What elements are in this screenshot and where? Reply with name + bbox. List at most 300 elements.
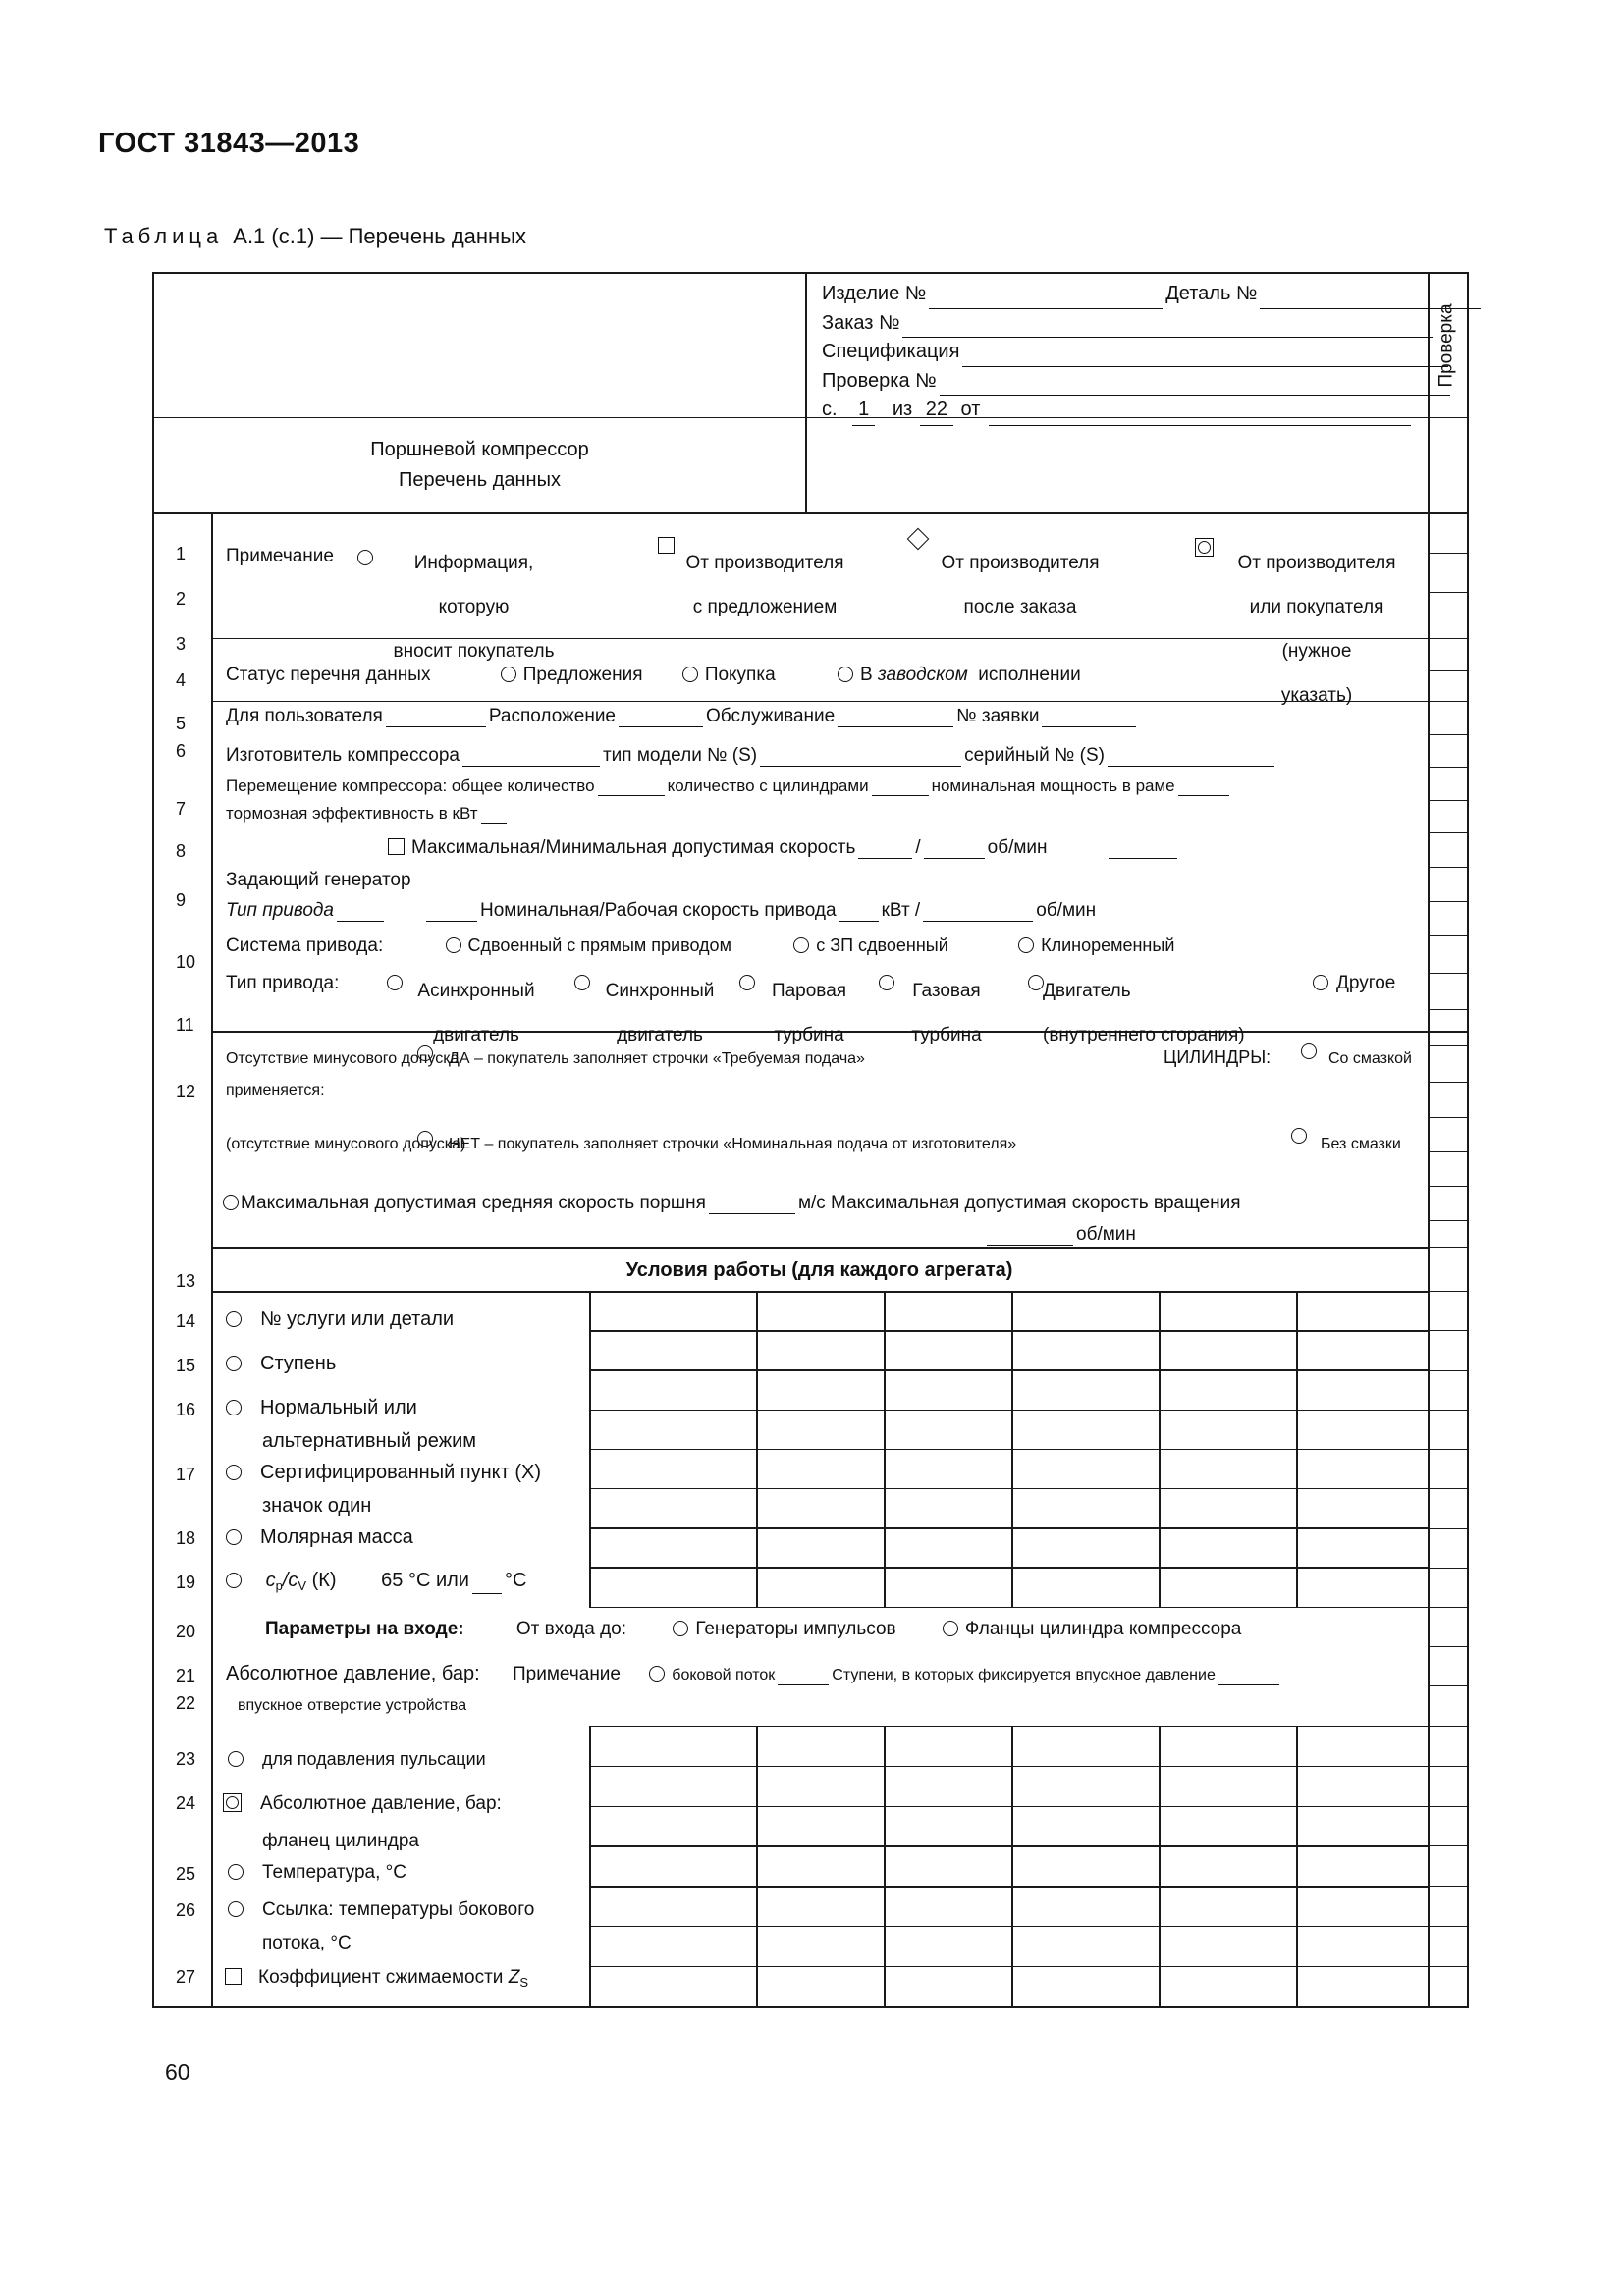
serial-no-label: серийный № (S)	[964, 745, 1105, 766]
sheet-from-label: от	[960, 399, 981, 420]
grid-line	[1428, 1966, 1467, 1967]
radio-icon[interactable]	[226, 1311, 242, 1327]
rated-power-label: номинальная мощность в раме	[931, 776, 1175, 795]
grid-line	[1428, 1685, 1467, 1686]
legend-option-text: От производителя	[1237, 553, 1396, 573]
row-number: 27	[176, 1967, 196, 1987]
grid-line	[589, 1369, 1428, 1370]
neg-tolerance-label3: (отсутствие минусового допуска)	[226, 1136, 466, 1152]
rpm-unit: об/мин	[987, 837, 1048, 858]
grid-line	[1428, 935, 1467, 936]
location-label: Расположение	[488, 706, 616, 726]
drive-type-field2[interactable]	[426, 902, 477, 922]
radio-icon[interactable]	[649, 1666, 665, 1682]
row-number: 5	[176, 714, 187, 733]
status-option-purchase: Покупка	[704, 665, 776, 685]
radio-icon[interactable]	[226, 1529, 242, 1545]
divider	[211, 1247, 1428, 1249]
note2-label: Примечание	[513, 1664, 621, 1684]
driver-engine	[1043, 969, 1273, 1057]
grid-line	[1428, 1926, 1467, 1927]
page-number: 60	[165, 2059, 190, 2085]
radio-icon[interactable]	[228, 1751, 244, 1767]
temperature-row	[228, 1862, 406, 1884]
row-number: 23	[176, 1749, 196, 1769]
grid-line	[1428, 1330, 1467, 1331]
grid-line	[1428, 1082, 1467, 1083]
driver-gas-turbine	[893, 969, 1001, 1057]
driver-option-text: турбина	[774, 1025, 844, 1045]
form-title	[154, 417, 805, 512]
compressibility-label: Коэффициент сжимаемости $Z_S$	[258, 1967, 528, 1990]
grid-line	[589, 1766, 1428, 1767]
divider	[1428, 274, 1430, 2006]
radio-icon[interactable]	[682, 667, 698, 682]
sheet-number[interactable]: 1	[852, 396, 875, 426]
drive-rpm-field[interactable]	[923, 902, 1033, 922]
legend-option-text: вносит покупатель	[393, 641, 555, 662]
legend-option-text: указать)	[1280, 685, 1353, 706]
radio-icon[interactable]	[1291, 1128, 1307, 1144]
status-option-proposal: Предложения	[522, 665, 643, 685]
sheet-date-field[interactable]	[989, 405, 1411, 426]
grid-line	[1159, 1291, 1161, 1607]
rpm-unit2: об/мин	[1036, 900, 1097, 921]
radio-icon[interactable]	[446, 937, 461, 953]
driver-option-text: Синхронный	[605, 981, 715, 1001]
product-no-field[interactable]	[929, 289, 1163, 309]
row-number: 15	[176, 1356, 196, 1375]
checkbox-icon[interactable]	[225, 1968, 242, 1985]
drive-system-label: Система привода:	[226, 935, 384, 956]
grid-line	[1428, 701, 1467, 702]
cylinders-label: ЦИЛИНДРЫ:	[1164, 1047, 1272, 1067]
rated-power-field[interactable]	[1178, 778, 1229, 796]
driver-option-text: Асинхронный	[417, 981, 535, 1001]
abs-pressure-flange-line1: Абсолютное давление, бар:	[260, 1793, 502, 1814]
check-no-field[interactable]	[940, 375, 1450, 396]
spec-field[interactable]	[962, 347, 1448, 367]
driver-option-text: Паровая	[771, 981, 847, 1001]
grid-line	[1428, 1410, 1467, 1411]
cp-cv-temp-field[interactable]	[472, 1574, 502, 1594]
grid-line	[1428, 1247, 1467, 1248]
radio-icon[interactable]	[739, 975, 755, 990]
pulsation-row	[228, 1749, 486, 1770]
side-stream-temp-row	[228, 1899, 534, 1921]
checkbox-icon[interactable]	[658, 537, 675, 554]
row-number: 18	[176, 1528, 196, 1548]
radio-icon[interactable]	[943, 1621, 958, 1636]
neg-tolerance-label2: применяется:	[226, 1082, 325, 1098]
row-number: 25	[176, 1864, 196, 1884]
radio-icon[interactable]	[574, 975, 590, 990]
drive-type-row	[226, 900, 1096, 922]
square-circle-icon[interactable]	[223, 1793, 242, 1812]
radio-icon[interactable]	[417, 1045, 433, 1061]
grid-line	[1428, 734, 1467, 735]
grid-line	[1428, 512, 1467, 513]
driver-type-label: Тип привода:	[226, 973, 340, 993]
driver-option-text: Двигатель	[1043, 981, 1131, 1001]
check-no-label: Проверка №	[822, 369, 937, 392]
neg-tolerance-yes: ДА – покупатель заполняет строчки «Требуемая подача»	[449, 1050, 865, 1067]
cp-cv-temp-unit: °С	[504, 1570, 527, 1591]
grid-line	[589, 1291, 1428, 1292]
cylinders-count-label: количество с цилиндрами	[667, 776, 869, 795]
square-circle-icon[interactable]	[1195, 538, 1214, 557]
radio-icon[interactable]	[223, 1195, 239, 1210]
data-sheet-table	[152, 272, 1469, 2008]
displacement-total-field[interactable]	[598, 778, 665, 796]
header-fields	[822, 280, 1421, 426]
piston-speed-row	[223, 1193, 1241, 1214]
row-number: 13	[176, 1271, 196, 1291]
molar-mass-label: Молярная масса	[260, 1526, 413, 1548]
piston-speed-field[interactable]	[709, 1195, 795, 1214]
abs-pressure-flange-row	[223, 1793, 502, 1815]
service-label: Обслуживание	[706, 706, 836, 726]
grid-line	[1428, 1528, 1467, 1529]
radio-icon[interactable]	[1313, 975, 1328, 990]
cp-cv-temp: 65 °С или	[381, 1570, 469, 1591]
user-row	[226, 706, 1139, 727]
grid-line	[1296, 1291, 1298, 1607]
speed-min-field[interactable]	[924, 839, 985, 859]
radio-icon[interactable]	[1301, 1043, 1317, 1059]
row-number: 16	[176, 1400, 196, 1419]
non-lubricated-option: Без смазки	[1321, 1136, 1401, 1152]
cp-cv-formula: $c_p/c_V$ (К)	[265, 1570, 337, 1593]
displacement-row	[226, 776, 1232, 796]
grid-line	[589, 2006, 1428, 2007]
form-title-line2: Перечень данных	[399, 468, 561, 491]
legend-option-text: От производителя	[685, 553, 844, 573]
pulsation-label: для подавления пульсации	[262, 1749, 486, 1769]
neg-tolerance-label: Отсутствие минусового допуска	[226, 1050, 460, 1067]
stage-label: Ступень	[260, 1353, 337, 1374]
grid-line	[589, 1966, 1428, 1967]
row-number: 12	[176, 1082, 196, 1101]
legend-option-text: Информация, которую	[413, 553, 534, 617]
rotation-speed-label: м/с Максимальная допустимая скорость вращения	[797, 1193, 1241, 1213]
neg-tolerance-no: НЕТ – покупатель заполняет строчки «Номинальная подача от изготовителя»	[449, 1136, 1017, 1152]
radio-icon[interactable]	[673, 1621, 688, 1636]
grid-line	[1428, 1646, 1467, 1647]
grid-line	[1428, 1607, 1467, 1608]
row-number: 2	[176, 589, 187, 609]
legend-option-text: или покупателя (нужное	[1249, 597, 1384, 662]
radio-icon[interactable]	[838, 667, 853, 682]
grid-line	[1428, 1186, 1467, 1187]
driver-option-text: (внутреннего сгорания)	[1043, 1025, 1245, 1045]
product-no-label: Изделие №	[822, 283, 927, 304]
radio-icon[interactable]	[228, 1864, 244, 1880]
drive-system-vbelt: Клиноременный	[1041, 935, 1175, 955]
grid-line	[1428, 1009, 1467, 1010]
row-number: 21	[176, 1666, 196, 1685]
row-number: 7	[176, 799, 187, 819]
stages-fixed-label: Ступени, в которых фиксируется впускное давление	[832, 1667, 1216, 1683]
grid-line	[589, 1567, 1428, 1568]
mode-label-line1: Нормальный или	[260, 1397, 417, 1418]
status-option-asbuilt: В заводском исполнении	[859, 665, 1081, 685]
row-number: 6	[176, 741, 187, 761]
grid-line	[1428, 767, 1467, 768]
inlet-params-label: Параметры на входе:	[265, 1619, 464, 1639]
row-number: 24	[176, 1793, 196, 1813]
radio-icon[interactable]	[1018, 937, 1034, 953]
radio-icon[interactable]	[226, 1465, 242, 1480]
driver-other: Другое	[1336, 973, 1396, 993]
drive-system-gear: с ЗП сдвоенный	[816, 935, 948, 955]
divider	[805, 274, 807, 512]
table-caption	[104, 224, 526, 249]
row-number: 14	[176, 1311, 196, 1331]
radio-icon[interactable]	[226, 1573, 242, 1588]
grid-line	[589, 1410, 1428, 1411]
grid-line	[589, 1726, 591, 2006]
grid-line	[1428, 800, 1467, 801]
grid-line	[1428, 1488, 1467, 1489]
radio-icon[interactable]	[228, 1901, 244, 1917]
grid-line	[589, 1449, 1428, 1450]
certified-point-line1: Сертифицированный пункт (X)	[260, 1462, 542, 1483]
service-field[interactable]	[838, 708, 953, 727]
kw-unit: кВт /	[881, 900, 921, 921]
radio-icon[interactable]	[226, 1400, 242, 1415]
driver-steam-turbine	[755, 969, 863, 1057]
sheet-label: с.	[822, 399, 838, 420]
checkbox-icon[interactable]	[388, 838, 405, 855]
mode-row	[226, 1397, 417, 1419]
side-stream-temp-line1: Ссылка: температуры бокового	[262, 1899, 535, 1920]
radio-icon[interactable]	[387, 975, 403, 990]
speed-max-field[interactable]	[858, 839, 912, 859]
location-field[interactable]	[619, 708, 703, 727]
grid-line	[1428, 553, 1467, 554]
legend-option-vendor-after-order	[932, 541, 1109, 629]
manufacturer-row	[226, 745, 1277, 767]
speed-limit-row: Максимальная/Минимальная допустимая скорость / об/мин	[388, 837, 1180, 859]
row-number: 9	[176, 890, 187, 910]
side-stream-option: боковой поток	[672, 1667, 776, 1683]
serial-no-field[interactable]	[1108, 747, 1274, 767]
drive-type-label: Тип привода	[226, 900, 335, 921]
grid-line	[1428, 1045, 1467, 1046]
displacement-label: Перемещение компрессора: общее количество	[226, 776, 595, 795]
grid-line	[1428, 417, 1467, 418]
temperature-label: Температура, °С	[262, 1862, 406, 1883]
cp-cv-row	[226, 1570, 526, 1594]
radio-icon[interactable]	[793, 937, 809, 953]
pulse-generators-option: Генераторы импульсов	[695, 1619, 896, 1639]
request-no-field[interactable]	[1042, 708, 1136, 727]
model-type-label: тип модели № (S)	[602, 745, 758, 766]
grid-line	[1159, 1726, 1161, 2006]
conditions-header: Условия работы (для каждого агрегата)	[625, 1259, 1013, 1281]
molar-mass-row	[226, 1526, 413, 1549]
driver-option-text: двигатель	[433, 1025, 519, 1045]
model-type-field[interactable]	[760, 747, 961, 767]
grid-line	[589, 1726, 1428, 1727]
grid-line	[589, 1926, 1428, 1927]
abs-pressure-row	[226, 1663, 1282, 1685]
master-generator-label: Задающий генератор	[226, 870, 411, 890]
abs-pressure-label: Абсолютное давление, бар:	[226, 1663, 480, 1684]
divider	[154, 512, 1467, 514]
grid-line	[1428, 1806, 1467, 1807]
diamond-icon[interactable]	[907, 528, 930, 551]
side-stream-field[interactable]	[778, 1666, 829, 1685]
grid-line	[1011, 1291, 1013, 1607]
driver-option-text: двигатель	[617, 1025, 703, 1045]
user-field[interactable]	[386, 708, 486, 727]
row-number: 20	[176, 1622, 196, 1641]
rotation-speed-field[interactable]	[987, 1226, 1073, 1246]
compressibility-row	[225, 1967, 528, 1991]
legend-option-text: с предложением	[692, 597, 838, 617]
grid-line	[589, 1806, 1428, 1807]
stages-fixed-field[interactable]	[1218, 1666, 1279, 1685]
row-number: 8	[176, 841, 187, 861]
legend-option-text: От производителя	[941, 553, 1100, 573]
rotation-speed-unit-row	[984, 1224, 1136, 1246]
legend-option-vendor-or-buyer	[1218, 541, 1415, 718]
note-label: Примечание	[226, 546, 334, 566]
grid-line	[1428, 1220, 1467, 1221]
cylinder-flanges-option: Фланцы цилиндра компрессора	[964, 1619, 1242, 1639]
row-number: 1	[176, 544, 187, 563]
grid-line	[1011, 1726, 1013, 2006]
brake-power-label: тормозная эффективность в кВт	[226, 804, 478, 823]
grid-line	[1428, 901, 1467, 902]
mode-label-line2: альтернативный режим	[262, 1430, 476, 1452]
row-number: 4	[176, 670, 187, 690]
drive-type-field[interactable]	[337, 902, 384, 922]
legend-option-buyer	[378, 541, 569, 673]
grid-line	[1428, 592, 1467, 593]
driver-option-text: турбина	[911, 1025, 982, 1045]
driver-synchronous	[596, 969, 724, 1057]
grid-line	[589, 1330, 1428, 1331]
standard-code: ГОСТ 31843—2013	[98, 128, 360, 159]
radio-icon[interactable]	[417, 1131, 433, 1147]
grid-line	[1428, 1726, 1467, 1727]
grid-line	[1428, 638, 1467, 639]
grid-line	[589, 1845, 1428, 1846]
grid-line	[1296, 1726, 1298, 2006]
grid-line	[1428, 1151, 1467, 1152]
sheet-of-label: из	[892, 399, 913, 420]
order-no-label: Заказ №	[822, 311, 900, 334]
manufacturer-field[interactable]	[462, 747, 600, 767]
grid-line	[1428, 1291, 1467, 1292]
drive-kw-field[interactable]	[839, 902, 879, 922]
grid-line	[884, 1291, 886, 1607]
row-number: 3	[176, 634, 187, 654]
check-column-label: Проверка	[1436, 303, 1458, 388]
driver-induction	[407, 969, 545, 1057]
table-caption-rest: А.1 (с.1) — Перечень данных	[233, 224, 527, 248]
certified-point-row	[226, 1462, 541, 1484]
row-number: 17	[176, 1465, 196, 1484]
drive-speed-label: Номинальная/Рабочая скорость привода	[480, 900, 837, 921]
table-caption-word: Таблица	[104, 224, 224, 248]
user-label: Для пользователя	[226, 706, 383, 726]
grid-line	[756, 1726, 758, 2006]
certified-point-line2: значок один	[262, 1495, 372, 1517]
row-number: 11	[176, 1015, 194, 1035]
radio-icon[interactable]	[357, 550, 373, 565]
grid-line	[589, 1607, 1428, 1608]
grid-line	[1428, 670, 1467, 671]
grid-line	[1428, 867, 1467, 868]
driver-option-text: Газовая	[912, 981, 981, 1001]
grid-line	[1428, 1449, 1467, 1450]
drive-system-row	[226, 935, 1174, 957]
row-number: 19	[176, 1573, 196, 1592]
grid-line	[884, 1726, 886, 2006]
piston-speed-label: Максимальная допустимая средняя скорость поршня	[241, 1193, 706, 1213]
status-label: Статус перечня данных	[226, 665, 431, 685]
radio-icon[interactable]	[501, 667, 516, 682]
grid-line	[589, 1886, 1428, 1887]
grid-line	[589, 1488, 1428, 1489]
speed-limit-label: Максимальная/Минимальная допустимая скорость	[411, 837, 856, 858]
grid-line	[1428, 1886, 1467, 1887]
lubricated-option: Со смазкой	[1328, 1050, 1412, 1067]
row-number: 22	[176, 1693, 196, 1713]
legend-option-vendor-proposal	[677, 541, 853, 629]
cylinders-count-field[interactable]	[872, 778, 929, 796]
manufacturer-label: Изготовитель компрессора	[226, 745, 460, 766]
brake-power-row	[226, 804, 510, 824]
radio-icon[interactable]	[226, 1356, 242, 1371]
rotation-rpm-unit: об/мин	[1076, 1224, 1136, 1245]
form-title-line1: Поршневой компрессор	[370, 438, 589, 460]
check-column-header	[1428, 274, 1467, 417]
legend-option-text: после заказа	[963, 597, 1077, 617]
spec-label: Спецификация	[822, 341, 960, 362]
order-no-field[interactable]	[902, 317, 1433, 338]
grid-line	[1428, 1117, 1467, 1118]
radio-icon[interactable]	[1028, 975, 1044, 990]
service-no-label: № услуги или детали	[260, 1308, 455, 1330]
sheet-total[interactable]: 22	[920, 396, 953, 426]
stage-row	[226, 1353, 336, 1375]
grid-line	[589, 1291, 591, 1607]
row-number: 10	[176, 952, 196, 972]
inlet-device-label: впускное отверстие устройства	[238, 1697, 467, 1714]
grid-line	[1428, 1370, 1467, 1371]
inlet-params-row	[265, 1619, 1241, 1640]
row-number: 26	[176, 1900, 196, 1920]
grid-line	[1428, 1845, 1467, 1846]
status-row	[226, 665, 1081, 686]
speed-extra-field[interactable]	[1109, 839, 1177, 859]
grid-line	[1428, 973, 1467, 974]
service-no-row	[226, 1308, 454, 1331]
side-stream-temp-line2: потока, °С	[262, 1933, 352, 1953]
grid-line	[589, 1527, 1428, 1528]
brake-power-field[interactable]	[481, 806, 507, 824]
part-no-label: Деталь №	[1165, 283, 1258, 304]
request-no-label: № заявки	[956, 706, 1040, 726]
grid-line	[1428, 1766, 1467, 1767]
grid-line	[756, 1291, 758, 1607]
grid-line	[1428, 1568, 1467, 1569]
